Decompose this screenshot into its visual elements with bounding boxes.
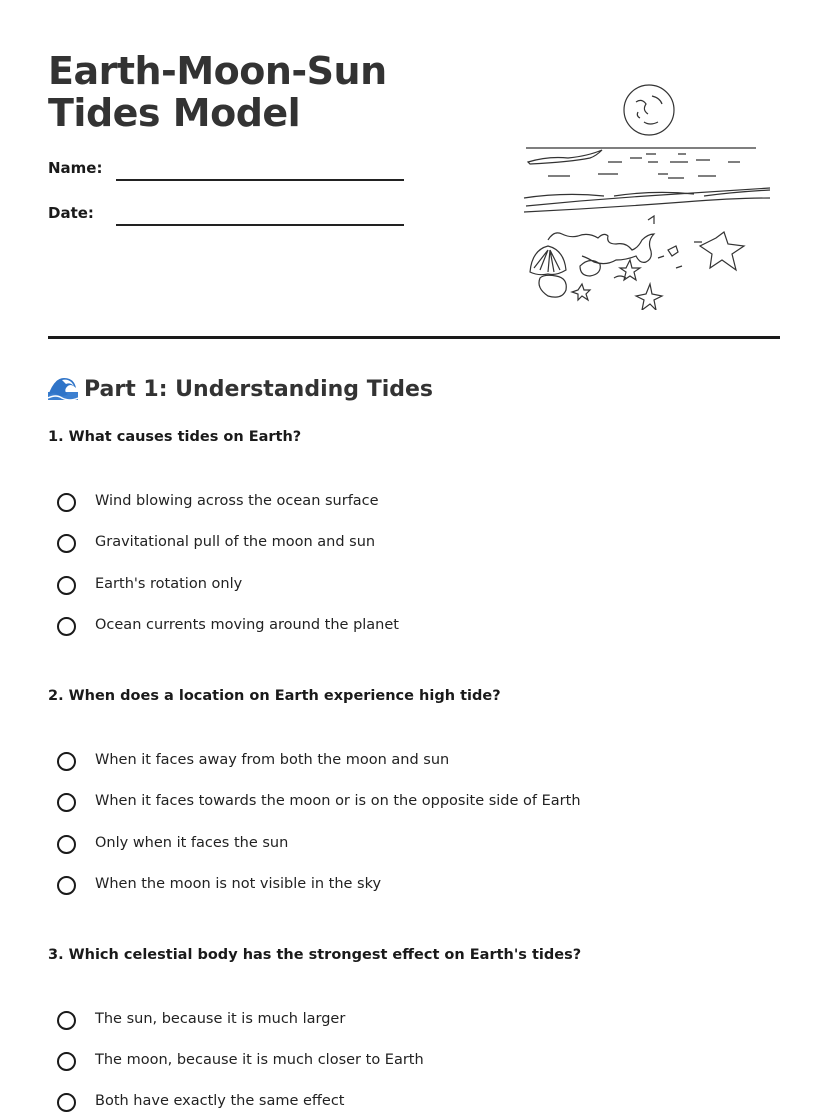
radio-button[interactable] (57, 876, 76, 895)
date-label: Date: (48, 204, 94, 222)
radio-button[interactable] (57, 793, 76, 812)
option-label: Both have exactly the same effect (95, 1093, 345, 1109)
section-title: Part 1: Understanding Tides (84, 377, 434, 402)
section-heading (48, 374, 433, 402)
radio-button[interactable] (57, 835, 76, 854)
radio-button[interactable] (57, 493, 76, 512)
question-3: 3. Which celestial body has the strongest effect on Earth's tides? (48, 947, 582, 963)
question-2: 2. When does a location on Earth experience high tide? (48, 688, 501, 704)
section-divider (48, 336, 780, 339)
radio-button[interactable] (57, 1052, 76, 1071)
kangaroo-animal (548, 216, 654, 264)
radio-button[interactable] (57, 1093, 76, 1112)
option-label: When the moon is not visible in the sky (95, 876, 382, 892)
date-field[interactable] (48, 204, 408, 234)
question-1: 1. What causes tides on Earth? (48, 429, 302, 445)
radio-button[interactable] (57, 617, 76, 636)
option-label: Only when it faces the sun (95, 835, 289, 851)
radio-button[interactable] (57, 534, 76, 553)
radio-button[interactable] (57, 752, 76, 771)
page-title: Earth-Moon-Sun Tides Model (48, 49, 387, 135)
option-label: Gravitational pull of the moon and sun (95, 534, 376, 550)
option-label: When it faces away from both the moon and sun (95, 752, 450, 768)
name-field[interactable] (48, 159, 408, 189)
option-label: The moon, because it is much closer to Earth (95, 1052, 424, 1068)
option-label: When it faces towards the moon or is on the opposite side of Earth (95, 793, 581, 809)
radio-button[interactable] (57, 1011, 76, 1030)
wave-icon (48, 374, 78, 400)
radio-button[interactable] (57, 576, 76, 595)
beach-illustration (518, 82, 774, 310)
name-input-line[interactable] (116, 179, 404, 181)
option-label: Ocean currents moving around the planet (95, 617, 399, 633)
option-label: Earth's rotation only (95, 576, 243, 592)
moon-icon (624, 85, 674, 135)
date-input-line[interactable] (116, 224, 404, 226)
option-label: The sun, because it is much larger (95, 1011, 346, 1027)
name-label: Name: (48, 159, 103, 177)
option-label: Wind blowing across the ocean surface (95, 493, 379, 509)
shells-and-starfish (530, 232, 744, 310)
ocean-waves (524, 148, 770, 212)
